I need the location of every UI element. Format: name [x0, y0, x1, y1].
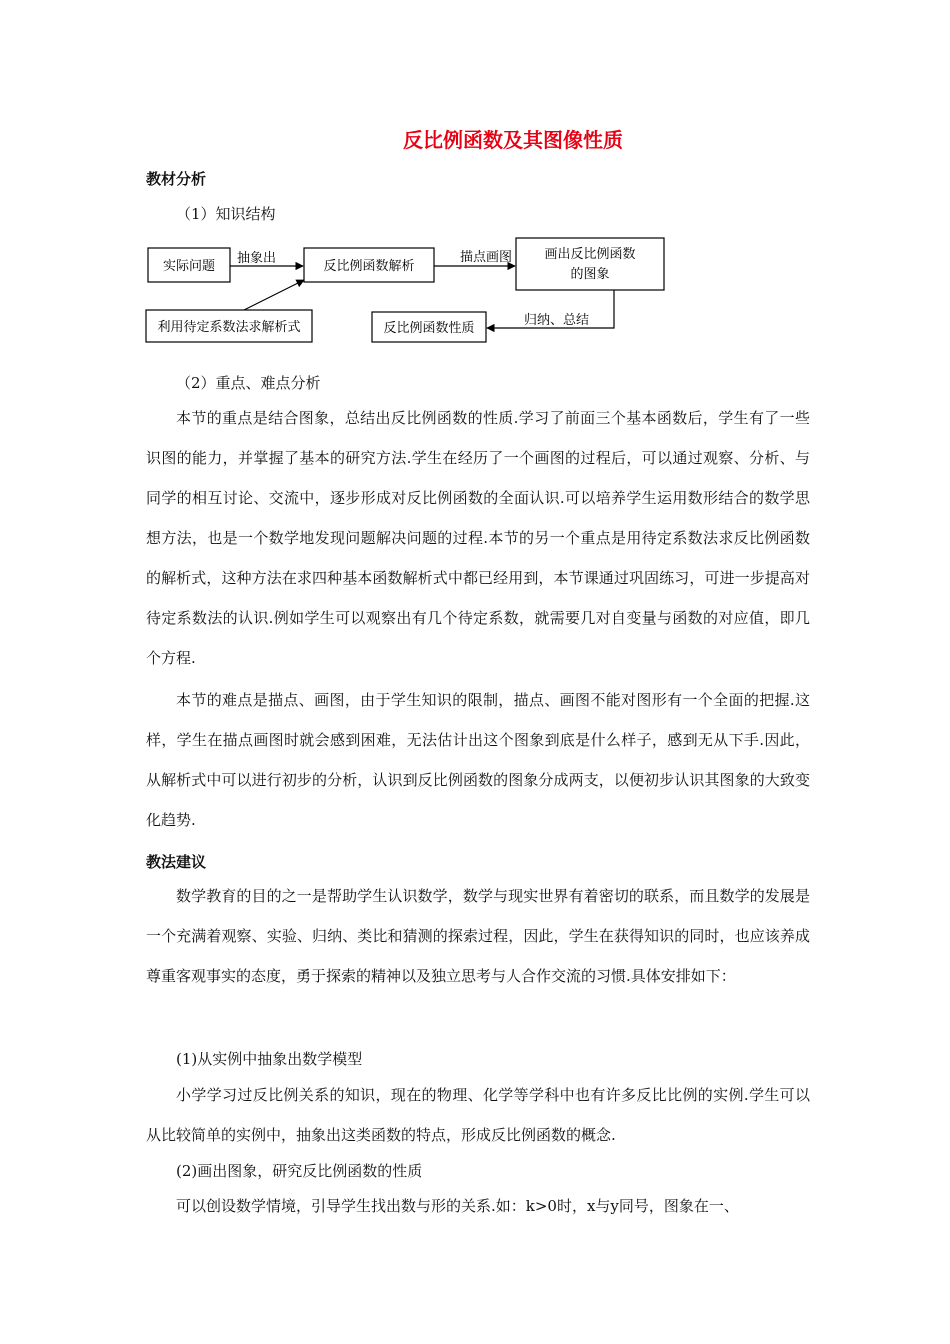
diagram-box-analytic-label: 反比例函数解析 [323, 259, 415, 274]
paragraph-draw-graph: 可以创设数学情境，引导学生找出数与形的关系.如：k>0时，x与y同号，图象在一、 [176, 1197, 739, 1215]
diagram-box-method-label: 利用待定系数法求解析式 [157, 320, 301, 335]
diagram-box-property [372, 312, 486, 342]
diagram-box-analytic [304, 248, 434, 282]
paragraph-teaching-purpose: 数学教育的目的之一是帮助学生认识数学，数学与现实世界有着密切的联系，而且数学的发展是一个充满着观察、实验、归纳、类比和猜测的探索过程，因此，学生在获得知识的同时，也应该养成尊重客观事实的态度，勇于探索的精神以及独立思考与人合作交流的习惯.具体安排如下： [146, 887, 810, 985]
diagram-label-summarize: 归纳、总结 [524, 313, 590, 328]
subheading-knowledge-structure: （1）知识结构 [176, 205, 276, 223]
diagram-box-draw-graph-line1: 画出反比例函数 [544, 247, 636, 262]
diagram-box-actual-problem-label: 实际问题 [162, 259, 216, 274]
paragraph-difficult-points: 本节的难点是描点、画图，由于学生知识的限制，描点、画图不能对图形有一个全面的把握.这样，学生在描点画图时就会感到困难，无法估计出这个图象到底是什么样子，感到无从下手.因此，从解析式中可以进行初步的分析，认识到反比例函数的图象分成两支，以便初步认识其图象的大致变化趋势. [146, 691, 810, 829]
section-heading-textbook-analysis: 教材分析 [146, 170, 207, 188]
diagram-box-draw-graph-line2: 的图象 [570, 267, 610, 282]
diagram-label-abstract: 抽象出 [237, 251, 277, 266]
paragraph-key-points: 本节的重点是结合图象，总结出反比例函数的性质.学习了前面三个基本函数后，学生有了一些识图的能力，并掌握了基本的研究方法.学生在经历了一个画图的过程后，可以通过观察、分析、与同学的相互讨论、交流中，逐步形成对反比例函数的全面认识.可以培养学生运用数形结合的数学思想方法，也是一个数学地发现问题解决问题的过程.本节的另一个重点是用待定系数法求反比例函数的解析式，这种方法在求四种基本函数解析式中都已经用到，本节课通过巩固练习，可进一步提高对待定系数法的认识.例如学生可以观察出有几个待定系数，就需要几对自变量与函数的对应值，即几个方程. [146, 409, 810, 667]
diagram-box-draw-graph [516, 238, 664, 290]
page-title: 反比例函数及其图像性质 [403, 128, 623, 152]
diagram-label-plot: 描点画图 [460, 250, 513, 265]
diagram-box-property-label: 反比例函数性质 [383, 321, 475, 336]
paragraph-abstract-model: 小学学习过反比例关系的知识，现在的物理、化学等学科中也有许多反比比例的实例.学生可以从比较简单的实例中，抽象出这类函数的特点，形成反比例函数的概念. [146, 1086, 810, 1144]
knowledge-structure-diagram [144, 236, 674, 348]
diagram-arrow-method [244, 280, 304, 310]
section-heading-teaching-suggestions: 教法建议 [146, 853, 207, 871]
list-item-draw-graph: (2)画出图象，研究反比例函数的性质 [176, 1162, 423, 1180]
subheading-key-difficult-points: （2）重点、难点分析 [176, 374, 321, 392]
diagram-box-actual-problem [148, 248, 230, 282]
list-item-abstract-model: (1)从实例中抽象出数学模型 [176, 1050, 363, 1068]
diagram-box-method [146, 310, 312, 342]
